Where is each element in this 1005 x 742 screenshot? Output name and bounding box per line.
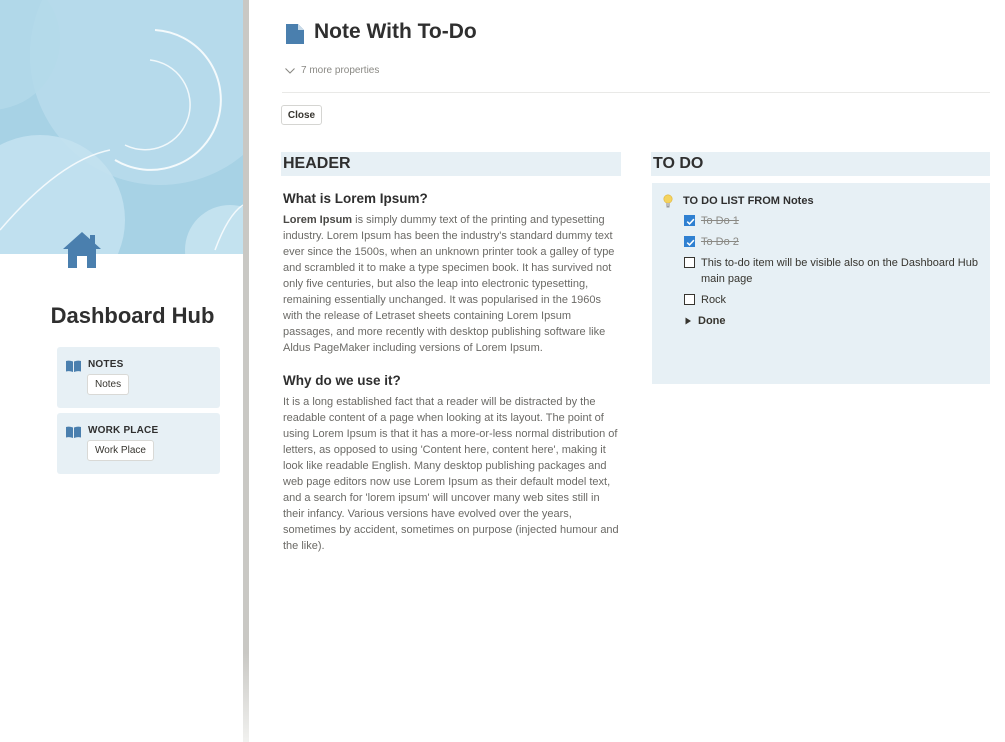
triangle-right-icon (684, 317, 692, 325)
todo-callout (652, 183, 990, 384)
work-place-button[interactable]: Work Place (87, 440, 154, 461)
notes-card (57, 347, 220, 408)
chevron-down-icon (285, 68, 295, 74)
light-bulb-icon (663, 194, 673, 208)
todo-item-text: Rock (701, 294, 727, 306)
todo-checkbox[interactable] (684, 236, 695, 247)
more-properties-label: 7 more properties (301, 65, 380, 76)
panel-divider (243, 0, 249, 742)
todo-item-text: To Do 1 (701, 215, 739, 227)
page-icon (286, 24, 304, 44)
dashboard-title: Dashboard Hub (50, 303, 215, 328)
todo-checkbox[interactable] (684, 294, 695, 305)
check-icon (685, 237, 696, 248)
page-title: Note With To-Do (314, 20, 477, 43)
todo-list-title: TO DO LIST FROM Notes (683, 195, 814, 207)
divider-line (282, 92, 990, 93)
cover-image (0, 0, 243, 254)
notes-card-label: NOTES (88, 359, 124, 370)
book-icon (66, 426, 81, 438)
section-paragraph-why: It is a long established fact that a reader will be distracted by the readable content of a page when looking at its layout. The point of using Lorem Ipsum is that it has a more-or-less normal distribution of letters, as opposed to using 'Content here, content here', making it look like readable English. Many desktop publishing packages and web page editors now use Lorem Ipsum as their default model text, and a search for 'lorem ipsum' will uncover many web sites still in their infancy. Various versions have evolved over the years, sometimes by accident, sometimes on purpose (injected humour and the like). (283, 396, 619, 552)
work-place-card-label: WORK PLACE (88, 425, 159, 436)
todo-checkbox[interactable] (684, 215, 695, 226)
section-heading-why: Why do we use it? (283, 373, 401, 388)
section-paragraph-what-text: is simply dummy text of the printing and typesetting industry. Lorem Ipsum has been the industry's standard dummy text ever since the 1500s, when an unknown printer took a galley of type and scrambled it to make a type specimen book. It has survived not only five centuries, but also the leap into electronic typesetting, remaining essentially unchanged. It was popularised in the 1960s with the release of Letraset sheets containing Lorem Ipsum passages, and more recently with desktop publishing software like Aldus PageMaker including versions of Lorem Ipsum. (283, 214, 615, 354)
todo-item (684, 234, 739, 250)
todo-heading: TO DO (651, 152, 990, 176)
done-toggle-label: Done (698, 315, 726, 327)
home-icon (61, 229, 103, 271)
dashboard-page (0, 0, 243, 742)
notes-button[interactable]: Notes (87, 374, 129, 395)
todo-item (684, 255, 984, 287)
todo-checkbox[interactable] (684, 257, 695, 268)
section-paragraph-what (283, 212, 623, 356)
lorem-ipsum-bold: Lorem Ipsum (283, 214, 353, 226)
done-toggle[interactable] (684, 313, 726, 329)
more-properties-toggle[interactable] (285, 65, 379, 76)
check-icon (685, 216, 696, 227)
close-button[interactable]: Close (281, 105, 322, 125)
todo-item-text: To Do 2 (701, 236, 739, 248)
section-heading-what: What is Lorem Ipsum? (283, 191, 428, 206)
header-heading: HEADER (281, 152, 621, 176)
work-place-card (57, 413, 220, 474)
todo-item (684, 292, 726, 308)
book-icon (66, 360, 81, 372)
todo-item-text: This to-do item will be visible also on the Dashboard Hub main page (701, 257, 978, 285)
todo-item (684, 213, 739, 229)
